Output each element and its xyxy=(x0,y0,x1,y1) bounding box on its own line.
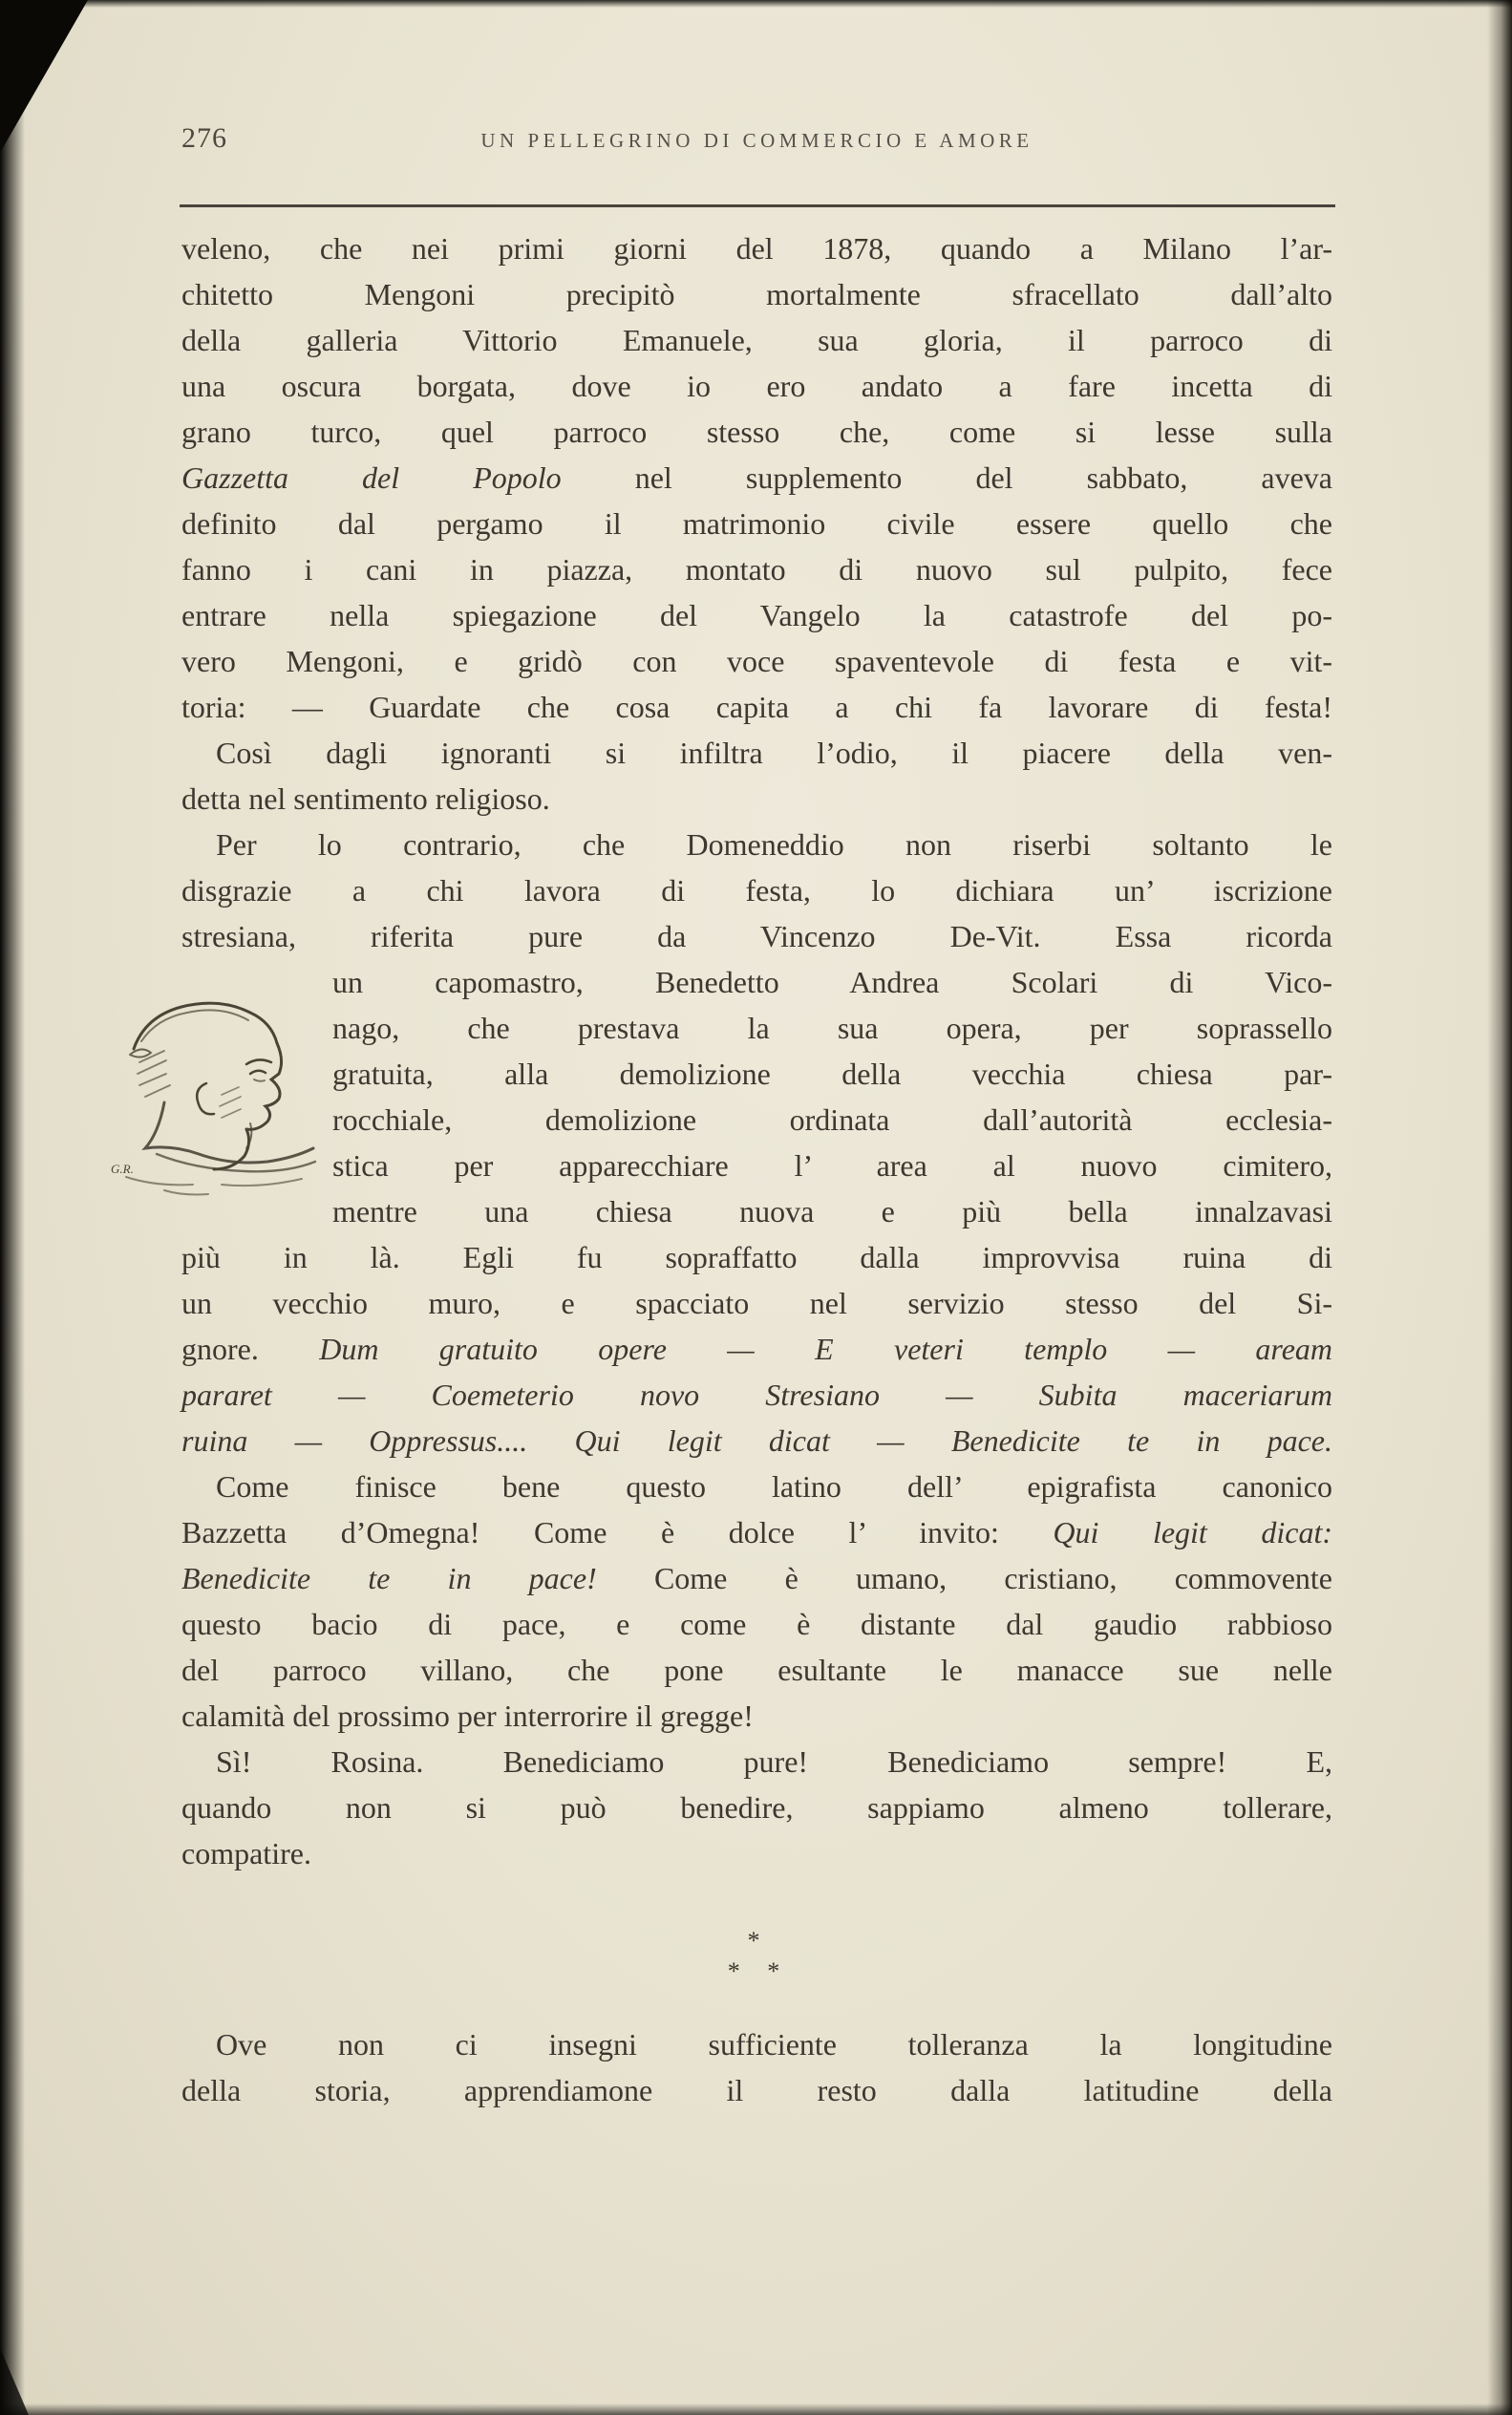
text-line: della storia, apprendiamone il resto dalla latitudine della xyxy=(181,2073,1332,2107)
text-line: quando non si può benedire, sappiamo almeno tollerare, xyxy=(181,1790,1332,1825)
text-line: definito dal pergamo il matrimonio civile essere quello che xyxy=(181,506,1332,541)
text-line: fanno i cani in piazza, montato di nuovo sul pulpito, fece xyxy=(181,552,1332,587)
text-line: rocchiale, demolizione ordinata dall’autorità ecclesia- xyxy=(332,1102,1332,1137)
text-line: compatire. xyxy=(181,1836,311,1870)
text-line: un vecchio muro, e spacciato nel servizio stesso del Si- xyxy=(181,1286,1332,1320)
page-number: 276 xyxy=(181,122,227,154)
scan-edge-top xyxy=(0,0,1512,8)
text-line: chitetto Mengoni precipitò mortalmente sfracellato dall’alto xyxy=(181,277,1332,311)
text-line: pararet — Coemeterio novo Stresiano — Subita maceriarum xyxy=(181,1378,1332,1412)
text-line: veleno, che nei primi giorni del 1878, quando a Milano l’ar- xyxy=(181,231,1332,266)
header-rule xyxy=(180,204,1335,207)
text-line: ruina — Oppressus.... Qui legit dicat — Benedicite te in pace. xyxy=(181,1423,1332,1458)
text-line: Gazzetta del Popolo nel supplemento del sabbato, aveva xyxy=(181,460,1333,495)
text-line: Sì! Rosina. Benediciamo pure! Benediciamo sempre! E, xyxy=(216,1744,1332,1779)
text-line: calamità del prossimo per interrorire il gregge! xyxy=(181,1699,754,1733)
text-line: Benedicite te in pace! Come è umano, cristiano, commovente xyxy=(181,1561,1333,1595)
text-line: Bazzetta d’Omegna! Come è dolce l’ invito: Qui legit dicat: xyxy=(181,1515,1333,1549)
scan-corner-top-left xyxy=(0,0,88,153)
text-line: della galleria Vittorio Emanuele, sua gloria, il parroco di xyxy=(181,323,1332,357)
text-line: gratuita, alla demolizione della vecchia chiesa par- xyxy=(332,1057,1332,1091)
body-text xyxy=(181,225,1332,2113)
portrait-sketch-illustration xyxy=(107,980,334,1202)
scan-edge-bottom xyxy=(0,2404,1512,2415)
text-line: più in là. Egli fu sopraffatto dalla improvvisa ruina di xyxy=(181,1240,1332,1274)
illustration-signature: G.R. xyxy=(111,1162,134,1176)
page-header xyxy=(181,120,1332,162)
text-line: questo bacio di pace, e come è distante dal gaudio rabbioso xyxy=(181,1607,1332,1641)
scan-edge-left xyxy=(0,0,25,2415)
text-line: Come finisce bene questo latino dell’ epigrafista canonico xyxy=(216,1469,1332,1504)
text-line: vero Mengoni, e gridò con voce spaventevole di festa e vit- xyxy=(181,644,1332,678)
text-line: Per lo contrario, che Domeneddio non riserbi soltanto le xyxy=(216,827,1332,862)
text-line: toria: — Guardate che cosa capita a chi fa lavorare di festa! xyxy=(181,690,1332,724)
scan-edge-right xyxy=(1487,0,1512,2415)
text-line: Così dagli ignoranti si infiltra l’odio, il piacere della ven- xyxy=(216,736,1332,770)
running-title: UN PELLEGRINO DI COMMERCIO E AMORE xyxy=(480,129,1033,152)
text-line: Ove non ci insegni sufficiente tolleranza la longitudine xyxy=(216,2027,1332,2062)
text-line: un capomastro, Benedetto Andrea Scolari di Vico- xyxy=(332,965,1332,999)
text-line: entrare nella spiegazione del Vangelo la catastrofe del po- xyxy=(181,598,1332,632)
text-line: una oscura borgata, dove io ero andato a fare incetta di xyxy=(181,369,1332,403)
text-line: grano turco, quel parroco stesso che, come si lesse sulla xyxy=(181,415,1332,449)
text-line: nago, che prestava la sua opera, per soprassello xyxy=(332,1011,1332,1045)
text-line: disgrazie a chi lavora di festa, lo dichiara un’ iscrizione xyxy=(181,873,1332,908)
text-line: detta nel sentimento religioso. xyxy=(181,781,550,816)
text-line: gnore. Dum gratuito opere — E veteri templo — aream xyxy=(181,1332,1333,1366)
text-line: stresiana, riferita pure da Vincenzo De-Vit. Essa ricorda xyxy=(181,919,1332,953)
text-line: stica per apparecchiare l’ area al nuovo cimitero, xyxy=(332,1148,1332,1183)
asterism: * * * xyxy=(727,1927,787,1985)
text-line: mentre una chiesa nuova e più bella innalzavasi xyxy=(332,1194,1332,1229)
text-line: del parroco villano, che pone esultante le manacce sue nelle xyxy=(181,1653,1332,1687)
